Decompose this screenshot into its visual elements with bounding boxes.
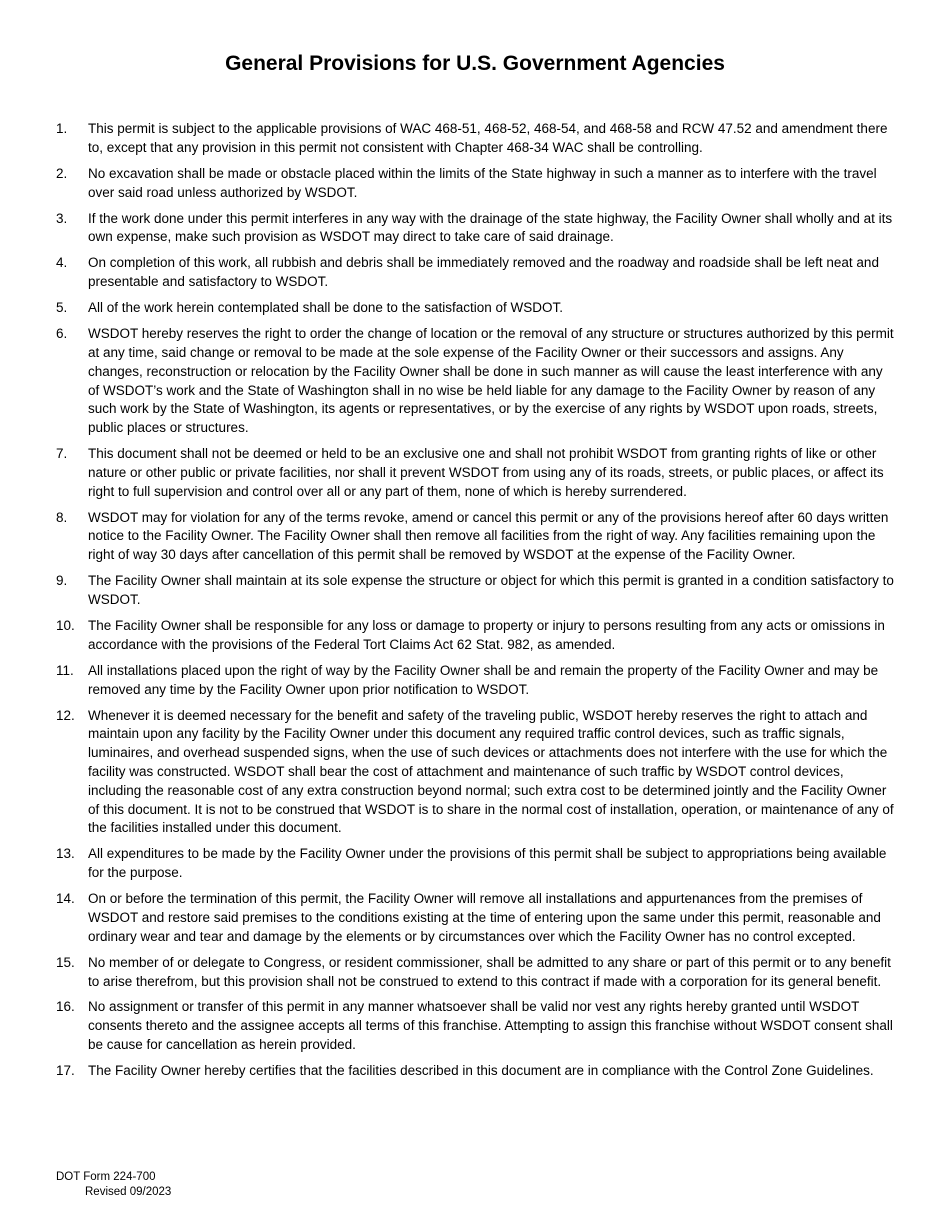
provision-number: 13. bbox=[56, 846, 75, 862]
page-title: General Provisions for U.S. Government Agencies bbox=[225, 52, 725, 75]
provision-item-16 bbox=[56, 998, 896, 1054]
provision-item-15 bbox=[56, 954, 896, 992]
provision-item-13 bbox=[56, 845, 896, 883]
provision-number: 9. bbox=[56, 573, 68, 589]
provision-item-5 bbox=[56, 299, 896, 318]
provision-item-4 bbox=[56, 254, 896, 292]
provision-item-7 bbox=[56, 445, 896, 501]
provision-text: All of the work herein contemplated shall be done to the satisfaction of WSDOT. bbox=[88, 300, 563, 316]
provision-number: 12. bbox=[56, 707, 75, 723]
revision-date: Revised 09/2023 bbox=[85, 1186, 172, 1198]
provision-number: 1. bbox=[56, 121, 68, 136]
provision-text: No member of or delegate to Congress, or resident commissioner, shall be admitted to any share or part of this permit or to any benefit to arise therefrom, but this provision shall not be construed to extend to this contract if made with a corporation for its general benefit. bbox=[88, 954, 891, 989]
provision-number: 5. bbox=[56, 300, 68, 316]
provision-text: Whenever it is deemed necessary for the benefit and safety of the traveling public, WSDOT hereby reserves the right to attach and maintain upon any facility by the Facility Owner under this document any required traffic control devices, such as traffic signals, luminaires, and overhead suspended signs, when the use of such devices or attachments does not interfere with the use for which the facility was constructed. WSDOT shall bear the cost of attachment and maintenance of such traffic by WSDOT control devices, including the reasonable cost of any extra construction beyond normal; such extra cost to be determined jointly and the Facility Owner of this document. It is not to be construed that WSDOT is to share in the normal cost of installation, operation, or maintenance of any of the facilities installed under this document. bbox=[88, 707, 894, 836]
provision-item-11 bbox=[56, 662, 896, 700]
provision-text: This permit is subject to the applicable provisions of WAC 468-51, 468-52, 468-54, and 468-58 and RCW 47.52 and amendment there to, except that any provision in this permit not consistent with Chapter 468-34 WAC shall be controlling. bbox=[88, 121, 888, 155]
provisions-list bbox=[56, 120, 896, 1088]
provision-number: 3. bbox=[56, 210, 68, 226]
provision-text: The Facility Owner shall maintain at its sole expense the structure or object for which this permit is granted in a condition satisfactory to WSDOT. bbox=[88, 573, 894, 608]
provision-item-8 bbox=[56, 509, 896, 565]
provision-item-3 bbox=[56, 210, 896, 248]
provision-number: 8. bbox=[56, 509, 68, 525]
provision-number: 4. bbox=[56, 255, 68, 271]
provision-number: 11. bbox=[56, 662, 74, 678]
provision-text: If the work done under this permit interferes in any way with the drainage of the state highway, the Facility Owner shall wholly and at its own expense, make such provision as WSDOT may direct to take care of said drainage. bbox=[88, 210, 893, 245]
provision-item-1 bbox=[56, 120, 896, 158]
form-footer bbox=[56, 1170, 171, 1200]
provision-text: No assignment or transfer of this permit in any manner whatsoever shall be valid nor vest any rights hereby granted until WSDOT consents thereto and the assignee accepts all terms of this franchise. Attempting to assign this franchise without WSDOT consent shall be cause for cancellation as herein provided. bbox=[88, 999, 893, 1053]
provision-text: On completion of this work, all rubbish and debris shall be immediately removed and the roadway and roadside shall be left neat and presentable and satisfactory to WSDOT. bbox=[88, 255, 879, 290]
provision-item-6 bbox=[56, 325, 896, 438]
provision-item-9 bbox=[56, 572, 896, 610]
provision-number: 2. bbox=[56, 165, 68, 181]
provision-text: WSDOT hereby reserves the right to order the change of location or the removal of any structure or structures authorized by this permit at any time, said change or removal to be made at the sole expense of the Facility Owner or their successors and assigns. Any changes, reconstruction or relocation by the Facility Owner shall be done in such manner as will cause the least interference with any of WSDOT’s work and the State of Washington shall in no wise be held liable for any damage to the Facility Owner by reason of any such work by the State of Washington, its agents or representatives, or by the exercise of any rights by WSDOT upon roads, streets, public places or structures. bbox=[88, 326, 894, 436]
provision-number: 15. bbox=[56, 954, 75, 970]
provision-text: No excavation shall be made or obstacle placed within the limits of the State highway in such a manner as to interfere with the travel over said road unless authorized by WSDOT. bbox=[88, 165, 877, 200]
provision-item-10 bbox=[56, 617, 896, 655]
provision-number: 10. bbox=[56, 618, 75, 634]
provision-text: The Facility Owner hereby certifies that the facilities described in this document are in compliance with the Control Zone Guidelines. bbox=[88, 1063, 874, 1079]
provision-item-2 bbox=[56, 165, 896, 203]
provision-text: The Facility Owner shall be responsible for any loss or damage to property or injury to persons resulting from any acts or omissions in accordance with the provisions of the Federal Tort Claims Act 62 Stat. 982, as amended. bbox=[88, 618, 885, 652]
provision-item-12 bbox=[56, 707, 896, 839]
provision-text: This document shall not be deemed or held to be an exclusive one and shall not prohibit WSDOT from granting rights of like or other nature or other public or private facilities, nor shall it prevent WSDOT from using any of its roads, streets, or public places, or affect its right to full supervision and control over all or any part of them, none of which is hereby surrendered. bbox=[88, 446, 884, 499]
provision-text: On or before the termination of this permit, the Facility Owner will remove all installations and appurtenances from the premises of WSDOT and restore said premises to the conditions existing at the time of entering upon the same under this permit, reasonable and ordinary wear and tear and damage by the elements or by circumstances over which the Facility Owner has no control excepted. bbox=[88, 891, 881, 944]
provision-item-17 bbox=[56, 1062, 896, 1081]
provision-item-14 bbox=[56, 890, 896, 946]
provision-text: All installations placed upon the right of way by the Facility Owner shall be and remain the property of the Facility Owner and may be removed any time by the Facility Owner upon prior notification to WSDOT. bbox=[88, 662, 879, 697]
provision-text: WSDOT may for violation for any of the terms revoke, amend or cancel this permit or any of the provisions hereof after 60 days written notice to the Facility Owner. The Facility Owner shall then remove all facilities from the right of way. Any facilities remaining upon the right of way 30 days after cancellation of this permit shall be removed by WSDOT at the expense of the Facility Owner. bbox=[88, 509, 889, 563]
provision-text: All expenditures to be made by the Facility Owner under the provisions of this permit shall be subject to appropriations being available for the purpose. bbox=[88, 846, 887, 881]
provision-number: 16. bbox=[56, 999, 75, 1015]
provision-number: 14. bbox=[56, 891, 75, 907]
provision-number: 7. bbox=[56, 446, 68, 462]
provision-number: 6. bbox=[56, 326, 68, 342]
form-number: DOT Form 224-700 bbox=[56, 1171, 156, 1183]
provision-number: 17. bbox=[56, 1063, 75, 1079]
